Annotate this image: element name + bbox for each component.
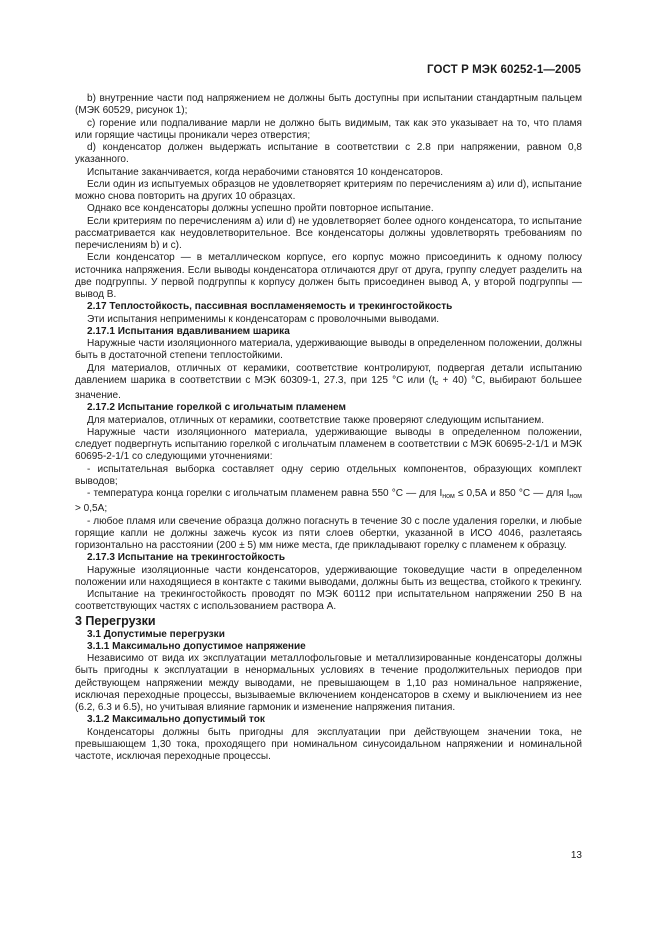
- subscript: c: [434, 379, 439, 387]
- text-run: Для материалов, отличных от керамики, соответствие контролируют, подвергая детали испытанию давлением шарика в соответствии с МЭК 60309-1, 27.3, при 125 °С или (t: [75, 362, 582, 386]
- text-run: > 0,5А;: [75, 503, 108, 515]
- section-heading: 2.17 Теплостойкость, пассивная воспламеняемость и трекингостойкость: [87, 301, 453, 313]
- paragraph: Для материалов, отличных от керамики, соответствие также проверяют следующим испытанием.: [87, 414, 545, 426]
- subscript: ном: [442, 493, 455, 500]
- paragraph: d) конденсатор должен выдержать испытание в соответствии с 2.8 при напряжении, равном 0,8 указанного.: [75, 142, 582, 166]
- paragraph: Независимо от вида их эксплуатации металлофольговые и металлизированные конденсаторы должны быть пригодны к эксплуатации в ненормальных условиях в течение продолжительных периодов при действующем напряжении между выводами, не превышающем в 1,10 раз номинальное напряжение, исключая переходные процессы, вызываемые включением конденсаторов в схему и выключением из нее (6.2, 6.3 и 6.5), но учитывая влияние гармоник и изменение напряжения питания.: [75, 653, 582, 713]
- list-item: - любое пламя или свечение образца должно погаснуть в течение 30 с после удаления горелки, и любые горящие капли не должны зажечь кусок из пяти слоев обертки, указанной в ИСО 4046, разлетаясь горизонтально на расстоянии (200 ± 5) мм ниже места, где прикладывают горелку с пламенем к образцу.: [75, 515, 582, 551]
- section-heading: 3.1.2 Максимально допустимый ток: [87, 714, 265, 726]
- paragraph: Конденсаторы должны быть пригодны для эксплуатации при действующем значении тока, не превышающем 1,30 тока, проходящего при номинальном синусоидальном напряжении и номинальной частоте, исключая переходные процессы.: [75, 726, 582, 762]
- section-heading: 3.1 Допустимые перегрузки: [87, 628, 225, 640]
- text-run: - температура конца горелки с игольчатым пламенем равна 550 °С — для I: [87, 488, 443, 499]
- paragraph: Если один из испытуемых образцов не удовлетворяет критериям по перечислениям a) или d), испытание можно снова повторить на других 10 образцах.: [75, 178, 582, 202]
- page-number: 13: [570, 850, 582, 861]
- paragraph: c) горение или подпаливание марли не должно быть видимым, так как это указывает на то, что пламя или горящие частицы проникали через отверстия;: [75, 117, 582, 141]
- list-item: [75, 488, 582, 516]
- section-heading: 3.1.1 Максимально допустимое напряжение: [87, 640, 306, 652]
- standard-header: ГОСТ Р МЭК 60252-1—2005: [427, 64, 581, 76]
- subscript: ном: [569, 493, 582, 500]
- paragraph: b) внутренние части под напряжением не должны быть доступны при испытании стандартным пальцем (МЭК 60529, рисунок 1);: [75, 93, 582, 117]
- section-heading: 2.17.3 Испытание на трекингостойкость: [87, 552, 286, 564]
- text-run: ≤ 0,5А и 850 °С — для I: [454, 488, 570, 499]
- paragraph: Если критериям по перечислениям a) или d) не удовлетворяет более одного конденсатора, то испытание рассматривается как неудовлетворительное. Все конденсаторы должны удовлетворять требованиям по перечислениям b) и c).: [75, 215, 582, 251]
- paragraph: Наружные части изоляционного материала, удерживающие выводы в определенном положении, следует подвергнуть испытанию горелкой с игольчатым пламенем в соответствии с МЭК 60695-2-1/1 и МЭК 60695-2-1/1 со следующими уточнениями:: [75, 426, 582, 463]
- paragraph: Если конденсатор — в металлическом корпусе, его корпус можно присоединить к одному полюсу источника напряжения. Если выводы конденсатора отличаются друг от друга, группу следует разделить на две подгруппы. У первой подгруппы к корпусу должен быть присоединен вывод А, у второй подгруппы — вывод В.: [75, 252, 582, 300]
- chapter-heading: 3 Перегрузки: [75, 613, 156, 628]
- paragraph: Испытание заканчивается, когда нерабочими становятся 10 конденсаторов.: [87, 166, 444, 178]
- paragraph: Наружные изоляционные части конденсаторов, удерживающие токоведущие части в определенном положении или находящиеся в контакте с такими выводами, должны быть из вещества, стойкого к трекингу.: [75, 564, 582, 588]
- list-item: - испытательная выборка составляет одну серию отдельных компонентов, образующих комплект выводов;: [75, 463, 582, 487]
- paragraph: Однако все конденсаторы должны успешно пройти повторное испытание.: [87, 203, 434, 215]
- section-heading: 2.17.2 Испытание горелкой с игольчатым пламенем: [87, 402, 346, 414]
- paragraph: Эти испытания неприменимы к конденсаторам с проволочными выводами.: [87, 313, 440, 325]
- paragraph: Наружные части изоляционного материала, удерживающие выводы в определенном положении, должны быть в достаточной степени теплостойкими.: [75, 338, 582, 362]
- document-body: [75, 93, 582, 763]
- text-run: + 40) °С, выбирают большее значение.: [75, 374, 582, 401]
- paragraph: Испытание на трекингостойкость проводят по МЭК 60112 при испытательном напряжении 250 В на соответствующих частях с использованием раствора А.: [75, 589, 582, 613]
- paragraph: [75, 363, 582, 403]
- section-heading: 2.17.1 Испытания вдавливанием шарика: [87, 325, 290, 337]
